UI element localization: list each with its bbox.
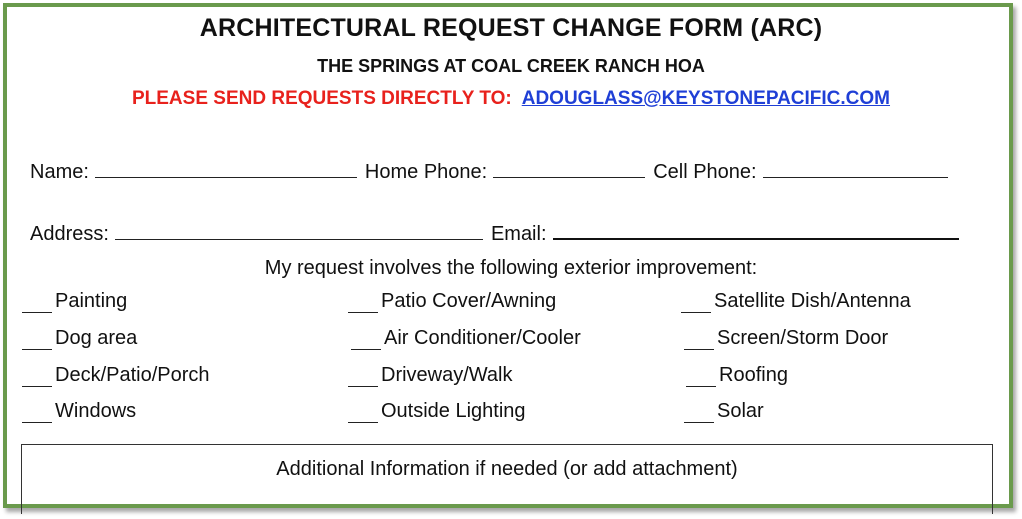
option-blank[interactable] — [22, 294, 52, 313]
option-patio-cover[interactable] — [348, 290, 556, 313]
contact-row — [30, 157, 956, 184]
option-blank[interactable] — [348, 404, 378, 423]
option-solar[interactable] — [684, 400, 764, 423]
option-label: Satellite Dish/Antenna — [714, 290, 911, 312]
option-label: Outside Lighting — [381, 400, 526, 422]
additional-info-box[interactable] — [21, 444, 993, 514]
option-painting[interactable] — [22, 290, 127, 313]
home-phone-label: Home Phone: — [364, 161, 488, 183]
option-driveway[interactable] — [348, 364, 513, 387]
cell-phone-field[interactable] — [763, 157, 948, 178]
option-blank[interactable] — [681, 294, 711, 313]
option-outside-lighting[interactable] — [348, 400, 526, 423]
option-blank[interactable] — [351, 331, 381, 350]
additional-info-label: Additional Information if needed (or add attachment) — [276, 458, 738, 480]
form-frame — [3, 3, 1013, 508]
name-field[interactable] — [95, 157, 357, 178]
option-label: Dog area — [55, 327, 138, 349]
option-label: Solar — [717, 400, 764, 422]
option-windows[interactable] — [22, 400, 136, 423]
option-screen-door[interactable] — [684, 327, 888, 350]
send-email-link[interactable]: ADOUGLASS@KEYSTONEPACIFIC.COM — [521, 88, 891, 109]
option-blank[interactable] — [348, 294, 378, 313]
name-label: Name: — [30, 161, 89, 183]
home-phone-field[interactable] — [493, 157, 645, 178]
email-field[interactable] — [553, 218, 959, 240]
cell-phone-label: Cell Phone: — [653, 161, 757, 183]
send-label: PLEASE SEND REQUESTS DIRECTLY TO: — [131, 88, 512, 109]
email-label: Email: — [490, 223, 547, 245]
option-roofing[interactable] — [686, 364, 788, 387]
address-field[interactable] — [115, 219, 483, 240]
option-dog-area[interactable] — [22, 327, 137, 350]
option-air-conditioner[interactable] — [351, 327, 581, 350]
option-blank[interactable] — [22, 404, 52, 423]
option-label: Driveway/Walk — [381, 364, 513, 386]
address-row — [30, 218, 967, 246]
option-blank[interactable] — [684, 404, 714, 423]
option-satellite-dish[interactable] — [681, 290, 911, 313]
option-deck-patio[interactable] — [22, 364, 210, 387]
address-label: Address: — [30, 223, 109, 245]
send-instructions — [0, 88, 1022, 110]
option-blank[interactable] — [684, 331, 714, 350]
option-blank[interactable] — [22, 331, 52, 350]
improvement-intro: My request involves the following exterior improvement: — [264, 257, 758, 279]
option-label: Screen/Storm Door — [717, 327, 889, 349]
option-blank[interactable] — [22, 368, 52, 387]
option-label: Air Conditioner/Cooler — [384, 327, 581, 349]
option-label: Windows — [55, 400, 137, 422]
option-blank[interactable] — [348, 368, 378, 387]
option-label: Deck/Patio/Porch — [55, 364, 210, 386]
option-label: Roofing — [719, 364, 788, 386]
hoa-name: THE SPRINGS AT COAL CREEK RANCH HOA — [317, 56, 705, 76]
form-title: ARCHITECTURAL REQUEST CHANGE FORM (ARC) — [199, 14, 823, 42]
option-blank[interactable] — [686, 368, 716, 387]
option-label: Painting — [55, 290, 128, 312]
option-label: Patio Cover/Awning — [381, 290, 557, 312]
